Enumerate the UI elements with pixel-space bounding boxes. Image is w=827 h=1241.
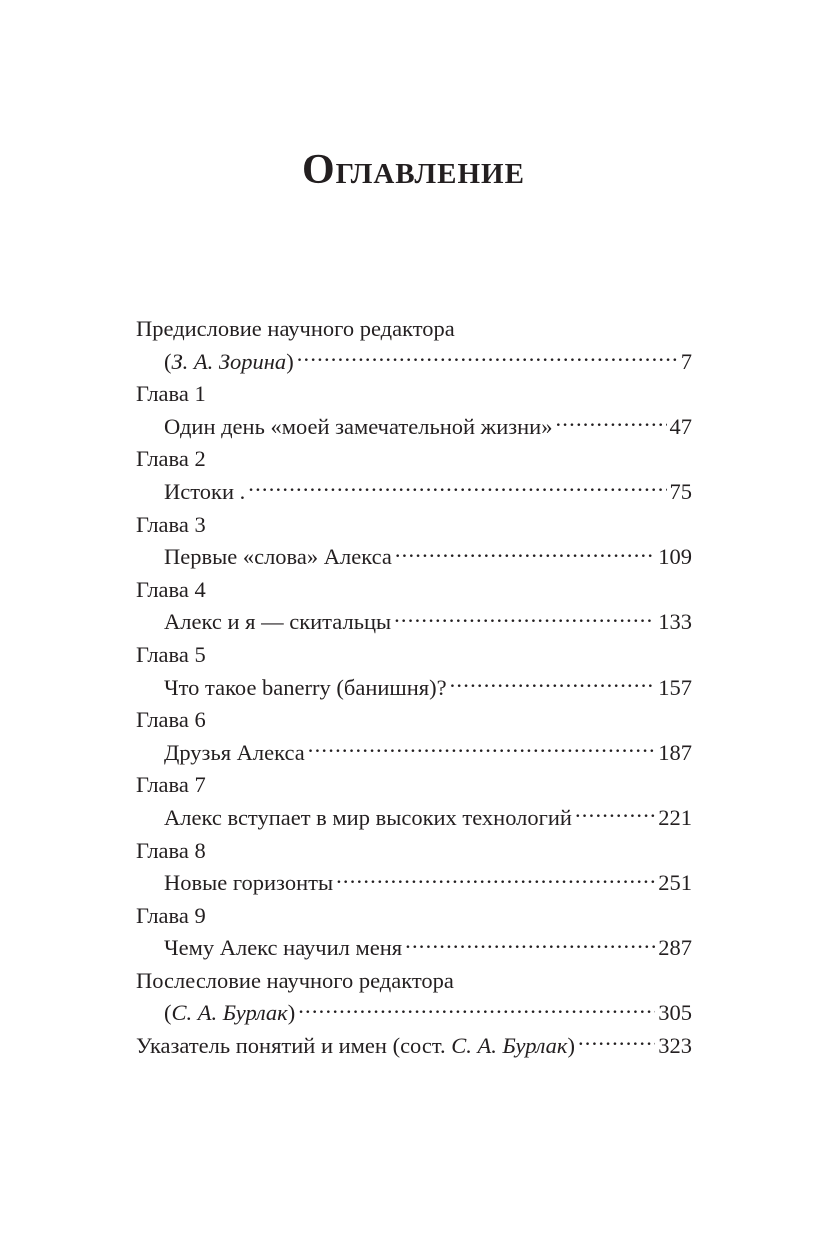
toc-entry-chapter-1	[136, 411, 692, 444]
toc-page-number: 287	[658, 935, 692, 961]
toc-page-number: 251	[658, 870, 692, 896]
toc-entry-chapter-6	[136, 737, 692, 770]
toc-entry-label: Указатель понятий и имен (сост. С. А. Бурлак)	[136, 1033, 575, 1059]
toc-leader	[336, 868, 655, 891]
toc-entry-author: С. А. Бурлак	[171, 1000, 288, 1026]
toc-entry-author: С. А. Бурлак	[451, 1033, 568, 1059]
toc-chapter-label: Глава 2	[136, 446, 206, 472]
toc-chapter-heading	[136, 639, 692, 672]
toc-leader	[555, 411, 666, 434]
toc-entry-foreword-title	[136, 313, 692, 346]
toc-entry-label: Истоки .	[164, 478, 246, 504]
toc-entry-label: Один день «моей замечательной жизни»	[164, 413, 553, 439]
toc-page-number: 47	[669, 413, 692, 439]
toc-chapter-heading	[136, 769, 692, 802]
toc-entry-label: (З. А. Зорина)	[164, 348, 294, 374]
toc-entry-label: Друзья Алекса	[164, 739, 305, 765]
toc-chapter-label: Глава 1	[136, 381, 206, 407]
toc-entry-label: Чему Алекс научил меня	[164, 935, 403, 961]
toc-entry-chapter-8	[136, 867, 692, 900]
toc-leader	[297, 346, 678, 369]
toc-page-number: 133	[658, 609, 692, 635]
toc-entry-foreword	[136, 346, 692, 379]
toc-leader	[395, 542, 655, 565]
toc-page-number: 7	[680, 348, 692, 374]
toc-entry-chapter-9	[136, 932, 692, 965]
toc-page-number: 221	[658, 804, 692, 830]
toc-chapter-label: Глава 9	[136, 902, 206, 928]
toc-entry-chapter-5	[136, 672, 692, 705]
toc-leader	[575, 802, 655, 825]
page-title: Оглавление	[302, 147, 525, 193]
toc-page-number: 157	[658, 674, 692, 700]
toc-page-number: 75	[669, 478, 692, 504]
toc-leader	[298, 998, 655, 1021]
toc-leader	[248, 476, 666, 499]
toc-leader	[450, 672, 656, 695]
toc-entry-label: Предисловие научного редактора	[136, 316, 455, 341]
toc-entry-label: (С. А. Бурлак)	[164, 1000, 296, 1026]
toc-entry-label: Алекс вступает в мир высоких технологий	[164, 804, 572, 830]
toc-entry-chapter-3	[136, 541, 692, 574]
table-of-contents	[136, 313, 692, 1063]
toc-chapter-heading	[136, 704, 692, 737]
toc-page-number: 305	[658, 1000, 692, 1026]
toc-chapter-label: Глава 4	[136, 576, 206, 602]
toc-entry-label: Алекс и я — скитальцы	[164, 609, 392, 635]
toc-chapter-heading	[136, 574, 692, 607]
toc-chapter-label: Глава 6	[136, 707, 206, 733]
toc-page-number: 109	[658, 544, 692, 570]
toc-entry-afterword	[136, 997, 692, 1030]
toc-leader	[394, 607, 655, 630]
toc-chapter-heading	[136, 378, 692, 411]
toc-page-number: 187	[658, 739, 692, 765]
toc-entry-chapter-7	[136, 802, 692, 835]
toc-entry-chapter-4	[136, 606, 692, 639]
toc-chapter-heading	[136, 835, 692, 868]
toc-chapter-label: Глава 7	[136, 772, 206, 798]
toc-entry-label: Послесловие научного редактора	[136, 967, 454, 993]
toc-chapter-heading	[136, 900, 692, 933]
toc-entry-author: З. А. Зорина	[171, 348, 287, 374]
toc-entry-label: Первые «слова» Алекса	[164, 544, 392, 570]
toc-chapter-heading	[136, 509, 692, 542]
toc-chapter-heading	[136, 443, 692, 476]
toc-entry-chapter-2	[136, 476, 692, 509]
toc-entry-afterword-title	[136, 965, 692, 998]
toc-entry-label: Что такое banerry (банишня)?	[164, 674, 447, 700]
toc-leader	[578, 1031, 655, 1054]
toc-page-number: 323	[658, 1033, 692, 1059]
toc-chapter-label: Глава 5	[136, 641, 206, 667]
toc-leader	[308, 737, 655, 760]
toc-leader	[405, 933, 655, 956]
toc-entry-label: Новые горизонты	[164, 870, 334, 896]
toc-chapter-label: Глава 8	[136, 837, 206, 863]
toc-entry-index	[136, 1030, 692, 1063]
toc-chapter-label: Глава 3	[136, 511, 206, 537]
